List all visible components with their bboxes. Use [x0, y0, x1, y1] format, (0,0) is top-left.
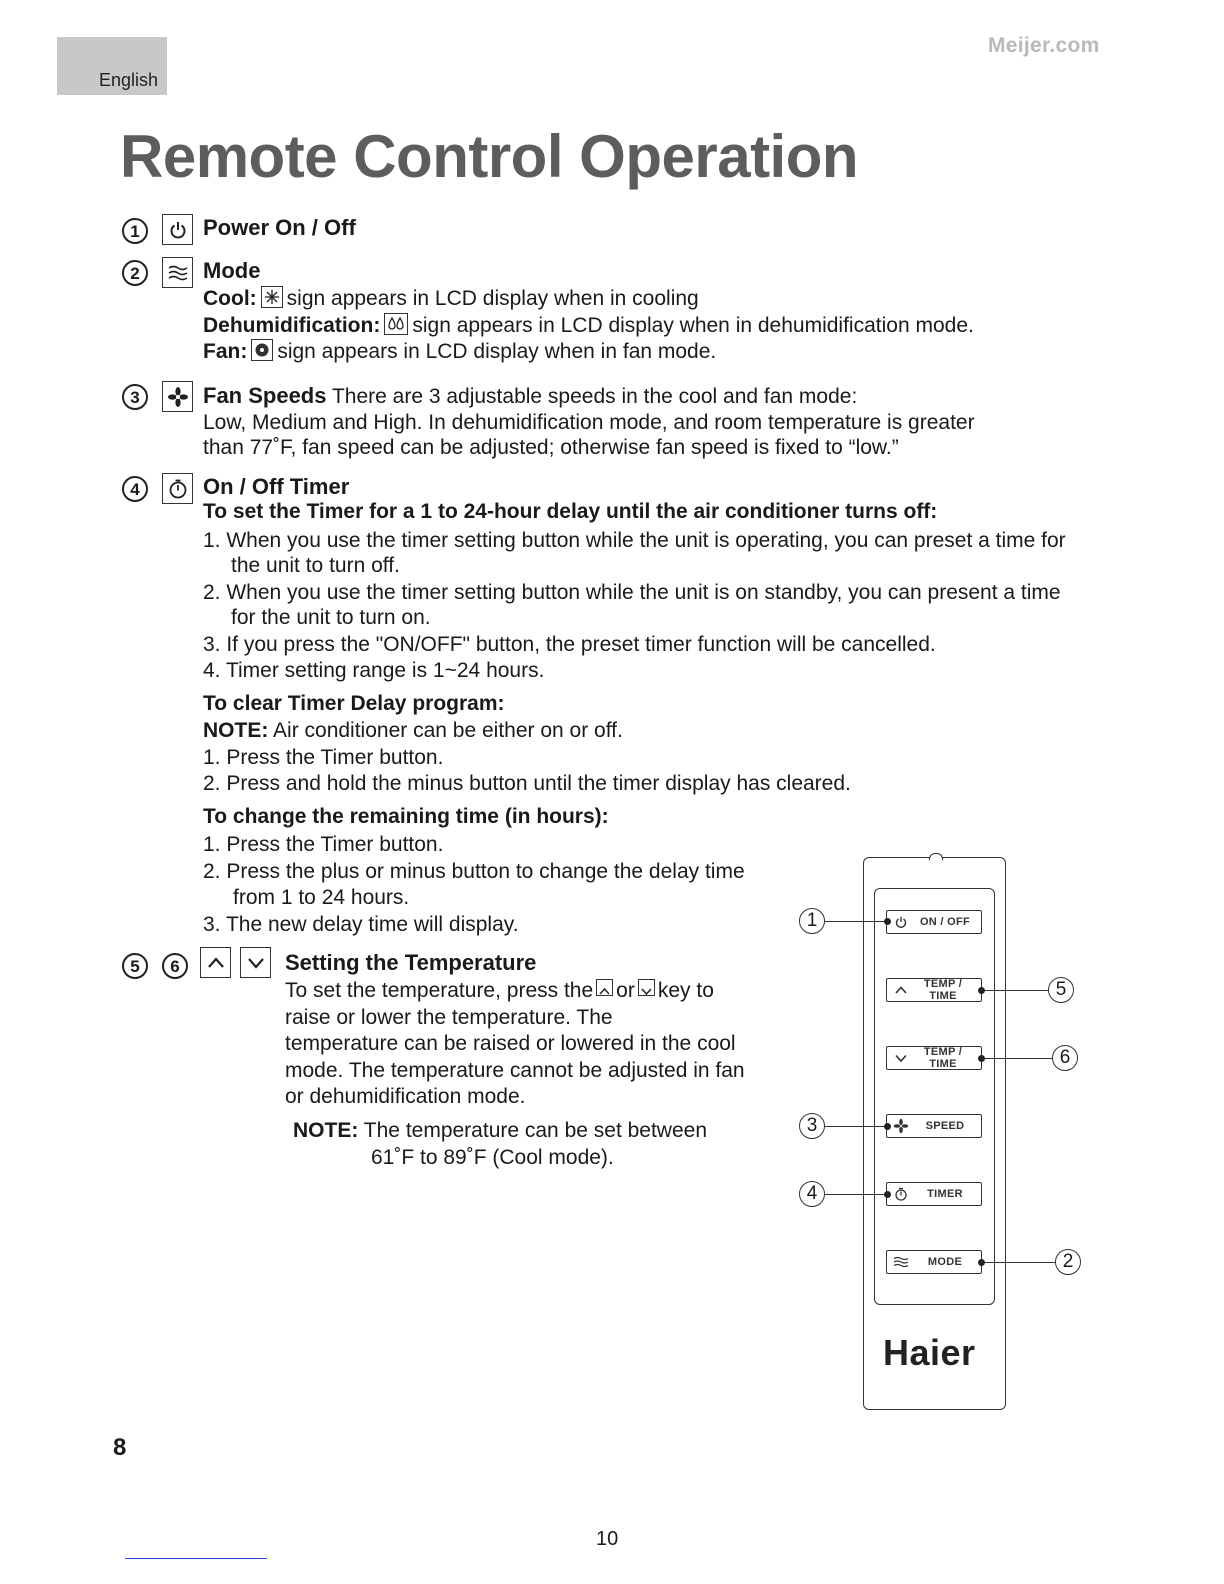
- remote-ir-window: [929, 853, 943, 860]
- remote-button-mode[interactable]: [886, 1250, 982, 1274]
- callout-6: 6: [1052, 1045, 1078, 1071]
- fan-speeds-text-1: There are 3 adjustable speeds in the cool and fan mode:: [331, 385, 858, 408]
- callout-line: [823, 921, 889, 922]
- down-key-icon: [638, 979, 655, 996]
- remote-button-speed[interactable]: [886, 1114, 982, 1138]
- callout-line: [823, 1194, 889, 1195]
- mode-cool-line: [203, 286, 699, 312]
- site-watermark: Meijer.com: [988, 34, 1100, 57]
- timer-clear-note: [203, 718, 623, 744]
- timer-set-item: 1. When you use the timer setting button while the unit is operating, you can preset a time for: [203, 529, 1066, 552]
- note-label: NOTE:: [203, 719, 269, 742]
- temperature-line: mode. The temperature cannot be adjusted in fan: [285, 1059, 745, 1082]
- temperature-line1: [285, 978, 714, 1004]
- timer-change-item: from 1 to 24 hours.: [233, 886, 410, 909]
- mode-waves-icon: [162, 257, 193, 288]
- callout-line: [981, 1058, 1053, 1059]
- note-label: NOTE:: [293, 1119, 359, 1142]
- remote-button-panel: [874, 888, 995, 1305]
- timer-set-item: the unit to turn off.: [231, 554, 400, 577]
- callout-dot: [884, 1191, 891, 1198]
- remote-button-label: ON / OFF: [919, 916, 971, 928]
- section-number-2: 2: [122, 260, 148, 286]
- callout-line: [981, 1262, 1056, 1263]
- dehum-droplet-icon: [384, 313, 408, 335]
- remote-button-label: MODE: [927, 1256, 963, 1268]
- timer-title: On / Off Timer: [203, 474, 350, 499]
- timer-set-item: 3. If you press the "ON/OFF" button, the preset timer function will be cancelled.: [203, 633, 936, 656]
- timer-icon: [162, 473, 193, 504]
- timer-set-item: 2. When you use the timer setting button while the unit is on standby, you can present a time: [203, 581, 1061, 604]
- page-title: Remote Control Operation: [120, 123, 859, 190]
- temperature-text: or: [616, 979, 635, 1002]
- temperature-text: To set the temperature, press the: [285, 979, 594, 1002]
- remote-button-on-off[interactable]: [886, 910, 982, 934]
- callout-dot: [884, 918, 891, 925]
- sheet-number: 10: [596, 1528, 619, 1550]
- callout-dot: [978, 1055, 985, 1062]
- power-title: Power On / Off: [203, 215, 356, 240]
- note-text: The temperature can be set between: [363, 1119, 708, 1142]
- timer-set-item: for the unit to turn on.: [231, 606, 431, 629]
- remote-button-temp-down[interactable]: [886, 1046, 982, 1070]
- callout-dot: [978, 1259, 985, 1266]
- language-tab: [57, 37, 167, 95]
- section-number-5: 5: [122, 953, 148, 979]
- remote-button-temp-up[interactable]: [886, 978, 982, 1002]
- cool-label: Cool:: [203, 287, 257, 310]
- timer-clear-title: To clear Timer Delay program:: [203, 692, 505, 715]
- callout-4: 4: [799, 1181, 825, 1207]
- temperature-title: Setting the Temperature: [285, 950, 537, 975]
- remote-button-label: SPEED: [925, 1120, 965, 1132]
- fan-text: sign appears in LCD display when in fan mode.: [277, 340, 717, 363]
- temperature-line: or dehumidification mode.: [285, 1085, 526, 1108]
- remote-button-label: TEMP / TIME: [923, 1046, 963, 1070]
- page-number: 8: [113, 1434, 127, 1461]
- cool-text: sign appears in LCD display when in cooling: [286, 287, 699, 310]
- section-number-6: 6: [162, 953, 188, 979]
- callout-3: 3: [799, 1113, 825, 1139]
- timer-set-item: 4. Timer setting range is 1~24 hours.: [203, 659, 545, 682]
- chevron-up-icon: [200, 947, 231, 978]
- power-icon: [893, 914, 909, 930]
- language-label: English: [99, 70, 159, 90]
- mode-fan-line: [203, 339, 716, 365]
- section-number-4: 4: [122, 476, 148, 502]
- remote-button-timer[interactable]: [886, 1182, 982, 1206]
- temperature-text: key to: [657, 979, 714, 1002]
- fan-lcd-icon: [251, 339, 273, 361]
- callout-dot: [884, 1123, 891, 1130]
- temperature-line: temperature can be raised or lowered in the cool: [285, 1032, 736, 1055]
- callout-2: 2: [1055, 1249, 1081, 1275]
- mode-title: Mode: [203, 258, 261, 283]
- up-key-icon: [596, 979, 613, 996]
- remote-button-label: TEMP / TIME: [923, 978, 963, 1002]
- power-icon: [162, 214, 193, 245]
- fan-speeds-title: Fan Speeds: [203, 383, 327, 408]
- dehum-label: Dehumidification:: [203, 314, 381, 337]
- timer-subtitle: To set the Timer for a 1 to 24-hour delay until the air conditioner turns off:: [203, 500, 938, 523]
- fan-icon: [162, 381, 193, 412]
- callout-line: [823, 1126, 889, 1127]
- section-number-1: 1: [122, 218, 148, 244]
- chevron-up-icon: [893, 982, 909, 998]
- remote-brand-logo: Haier: [883, 1332, 976, 1373]
- fan-label: Fan:: [203, 340, 248, 363]
- cool-snowflake-icon: [261, 286, 283, 308]
- callout-dot: [978, 987, 985, 994]
- note-text: Air conditioner can be either on or off.: [273, 719, 623, 742]
- temperature-note-line2: 61˚F to 89˚F (Cool mode).: [371, 1146, 614, 1169]
- timer-clear-item: 1. Press the Timer button.: [203, 746, 444, 769]
- chevron-down-icon: [893, 1050, 909, 1066]
- dehum-text: sign appears in LCD display when in dehumidification mode.: [412, 314, 974, 337]
- chevron-down-icon: [240, 947, 271, 978]
- remote-button-label: TIMER: [927, 1188, 963, 1200]
- timer-change-title: To change the remaining time (in hours):: [203, 805, 609, 828]
- fan-speeds-text-2: Low, Medium and High. In dehumidification mode, and room temperature is greater: [203, 411, 975, 434]
- mode-waves-icon: [893, 1254, 909, 1270]
- section-number-3: 3: [122, 384, 148, 410]
- temperature-line: raise or lower the temperature. The: [285, 1006, 613, 1029]
- callout-1: 1: [799, 908, 825, 934]
- footer-divider: [125, 1558, 267, 1559]
- callout-5: 5: [1048, 977, 1074, 1003]
- timer-clear-item: 2. Press and hold the minus button until the timer display has cleared.: [203, 772, 851, 795]
- timer-change-item: 1. Press the Timer button.: [203, 833, 444, 856]
- mode-dehum-line: [203, 313, 974, 339]
- timer-change-item: 2. Press the plus or minus button to change the delay time: [203, 860, 745, 883]
- fan-speeds-line1: [203, 383, 857, 410]
- callout-line: [981, 990, 1049, 991]
- timer-change-item: 3. The new delay time will display.: [203, 913, 519, 936]
- temperature-note-line1: [293, 1118, 707, 1144]
- fan-speeds-text-3: than 77˚F, fan speed can be adjusted; otherwise fan speed is fixed to “low.”: [203, 436, 899, 459]
- timer-icon: [893, 1186, 909, 1202]
- fan-icon: [893, 1118, 909, 1134]
